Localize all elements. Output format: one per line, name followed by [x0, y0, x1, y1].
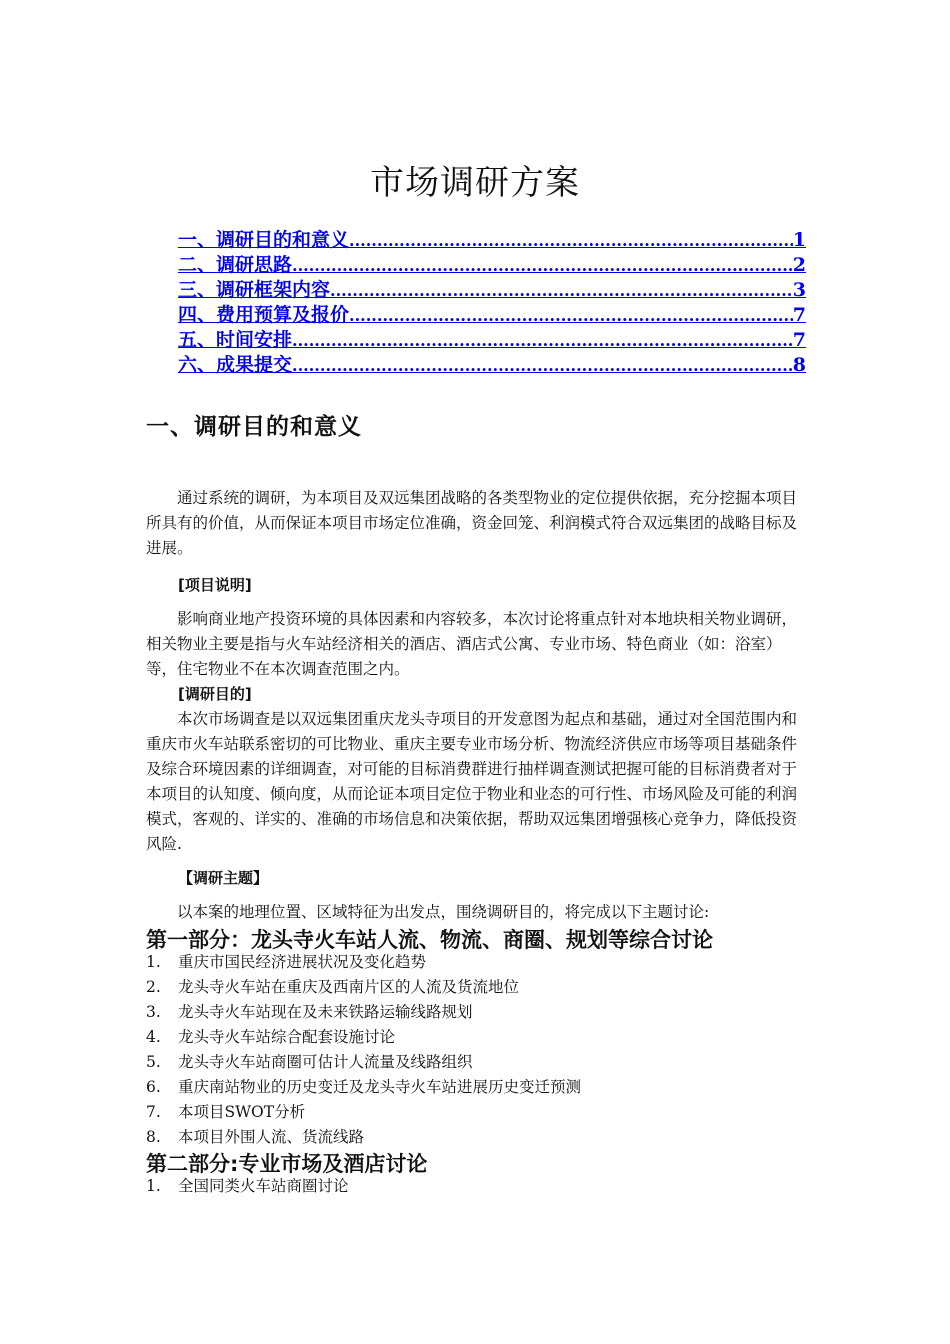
toc-leader — [330, 278, 793, 303]
list-item — [146, 1050, 581, 1075]
paragraph-text: 影响商业地产投资环境的具体因素和内容较多，本次讨论将重点针对本地块相关物业调研，相关物业主要是指与火车站经济相关的酒店、酒店式公寓、专业市场、特色商业（如：浴室）等，住宅物业不在本次调查范围之内。 — [146, 610, 798, 678]
toc-leader — [292, 253, 793, 278]
list-item — [146, 1174, 349, 1199]
toc-label: 六、成果提交 — [178, 354, 293, 376]
list-number: 1. — [146, 953, 161, 971]
list-item — [146, 950, 581, 975]
table-of-contents — [178, 228, 806, 378]
toc-leader — [292, 353, 793, 378]
list-number: 3. — [146, 1003, 161, 1021]
toc-link-5[interactable] — [178, 328, 806, 353]
list-item — [146, 1000, 581, 1025]
list-number: 8. — [146, 1128, 161, 1146]
part2-heading: 第二部分:专业市场及酒店讨论 — [146, 1152, 428, 1176]
toc-link-2[interactable] — [178, 253, 806, 278]
list-text: 全国同类火车站商圈讨论 — [178, 1177, 349, 1195]
list-item — [146, 1100, 581, 1125]
part1-list — [146, 950, 581, 1150]
list-number: 1. — [146, 1177, 161, 1195]
paragraph-text: 通过系统的调研，为本项目及双远集团战略的各类型物业的定位提供依据，充分挖掘本项目所具有的价值，从而保证本项目市场定位准确，资金回笼、利润模式符合双远集团的战略目标及进展。 — [146, 489, 798, 557]
intro-paragraph — [146, 486, 808, 561]
list-text: 龙头寺火车站综合配套设施讨论 — [178, 1028, 396, 1046]
list-text: 龙头寺火车站商圈可估计人流量及线路组织 — [178, 1053, 473, 1071]
toc-page-number: 7 — [792, 329, 806, 351]
toc-label: 四、费用预算及报价 — [178, 304, 350, 326]
list-text: 重庆南站物业的历史变迁及龙头寺火车站进展历史变迁预测 — [178, 1078, 582, 1096]
list-item — [146, 1075, 581, 1100]
toc-link-3[interactable] — [178, 278, 806, 303]
list-number: 6. — [146, 1078, 161, 1096]
toc-label: 二、调研思路 — [178, 254, 293, 276]
toc-link-4[interactable] — [178, 303, 806, 328]
document-title: 市场调研方案 — [370, 163, 580, 203]
section-heading: 一、调研目的和意义 — [146, 414, 362, 440]
list-text: 本项目外围人流、货流线路 — [178, 1128, 365, 1146]
list-number: 5. — [146, 1053, 161, 1071]
list-number: 2. — [146, 978, 161, 996]
part1-heading: 第一部分：龙头寺火车站人流、物流、商圈、规划等综合讨论 — [146, 928, 713, 952]
project-note-paragraph — [146, 607, 808, 682]
part2-list — [146, 1174, 349, 1199]
toc-label: 一、调研目的和意义 — [178, 229, 350, 251]
toc-leader — [349, 228, 793, 253]
list-number: 7. — [146, 1103, 161, 1121]
list-number: 4. — [146, 1028, 161, 1046]
project-note-tag: [项目说明] — [178, 576, 252, 594]
list-item — [146, 975, 581, 1000]
toc-page-number: 8 — [792, 354, 806, 376]
toc-link-6[interactable] — [178, 353, 806, 378]
purpose-paragraph — [146, 707, 808, 857]
toc-page-number: 3 — [792, 279, 806, 301]
list-text: 龙头寺火车站现在及未来铁路运输线路规划 — [178, 1003, 473, 1021]
purpose-tag: [调研目的] — [178, 685, 252, 703]
list-item — [146, 1025, 581, 1050]
toc-label: 三、调研框架内容 — [178, 279, 331, 301]
list-text: 重庆市国民经济进展状况及变化趋势 — [178, 953, 427, 971]
theme-tag: 【调研主题】 — [178, 869, 269, 887]
toc-page-number: 7 — [792, 304, 806, 326]
theme-paragraph — [146, 900, 808, 925]
list-item — [146, 1125, 581, 1150]
paragraph-text: 本次市场调查是以双远集团重庆龙头寺项目的开发意图为起点和基础，通过对全国范围内和重庆市火车站联系密切的可比物业、重庆主要专业市场分析、物流经济供应市场等项目基础条件及综合环境因素的详细调查，对可能的目标消费群进行抽样调查测试把握可能的目标消费者对于本项目的认知度、倾向度，从而论证本项目定位于物业和业态的可行性、市场风险及可能的利润模式，客观的、详实的、准确的市场信息和决策依据，帮助双远集团增强核心竞争力，降低投资风险. — [146, 710, 798, 853]
toc-leader — [349, 303, 793, 328]
paragraph-text: 以本案的地理位置、区域特征为出发点，围绕调研目的，将完成以下主题讨论: — [177, 903, 710, 921]
list-text: 本项目SWOT分析 — [178, 1103, 306, 1121]
toc-page-number: 1 — [792, 229, 806, 251]
toc-leader — [292, 328, 793, 353]
toc-link-1[interactable] — [178, 228, 806, 253]
toc-page-number: 2 — [792, 254, 806, 276]
toc-label: 五、时间安排 — [178, 329, 293, 351]
list-text: 龙头寺火车站在重庆及西南片区的人流及货流地位 — [178, 978, 520, 996]
